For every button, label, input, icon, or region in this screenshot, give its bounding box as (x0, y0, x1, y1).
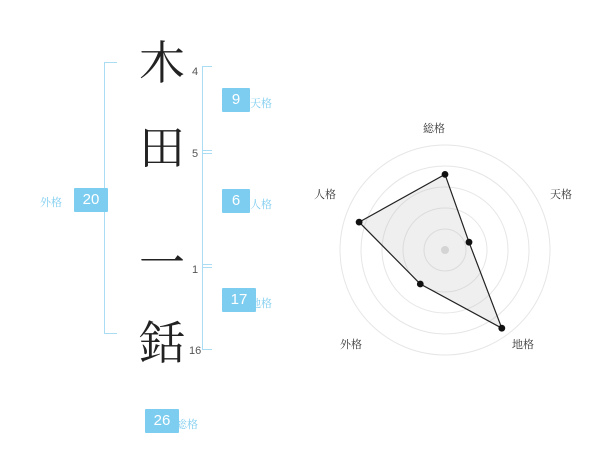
soukaku-score-badge: 26 (145, 409, 179, 433)
jinkaku-bracket (202, 150, 212, 268)
tenkaku-score-badge: 9 (222, 88, 250, 112)
stroke-count-4: 16 (189, 345, 202, 357)
axis-label-soukaku: 総格 (423, 123, 445, 135)
outer-score-badge: 20 (74, 188, 108, 212)
kanji-char-1: 木 (139, 36, 185, 90)
kanji-char-2: 田 (139, 121, 185, 175)
chikaku-bracket (202, 264, 212, 350)
axis-label-gaikaku: 外格 (340, 339, 362, 351)
chikaku-score-label: 地格 (250, 298, 272, 310)
stroke-count-3: 1 (192, 264, 199, 276)
kanji-char-3: 一 (139, 236, 185, 290)
axis-label-tenkaku: 天格 (550, 189, 572, 201)
tenkaku-score-label: 天格 (250, 98, 272, 110)
radar-chart-svg (300, 0, 600, 470)
soukaku-score-label: 総格 (176, 419, 198, 431)
name-stroke-panel (0, 0, 300, 470)
outer-score-label: 外格 (40, 197, 62, 209)
tenkaku-bracket (202, 66, 212, 154)
radar-chart (300, 0, 600, 470)
axis-label-chikaku: 地格 (512, 339, 534, 351)
stroke-count-2: 5 (192, 148, 199, 160)
stroke-count-1: 4 (192, 66, 199, 78)
jinkaku-score-badge: 6 (222, 189, 250, 213)
kanji-char-4: 銛 (139, 316, 185, 370)
chikaku-score-badge: 17 (222, 288, 256, 312)
axis-label-jinkaku: 人格 (314, 189, 336, 201)
jinkaku-score-label: 人格 (250, 199, 272, 211)
